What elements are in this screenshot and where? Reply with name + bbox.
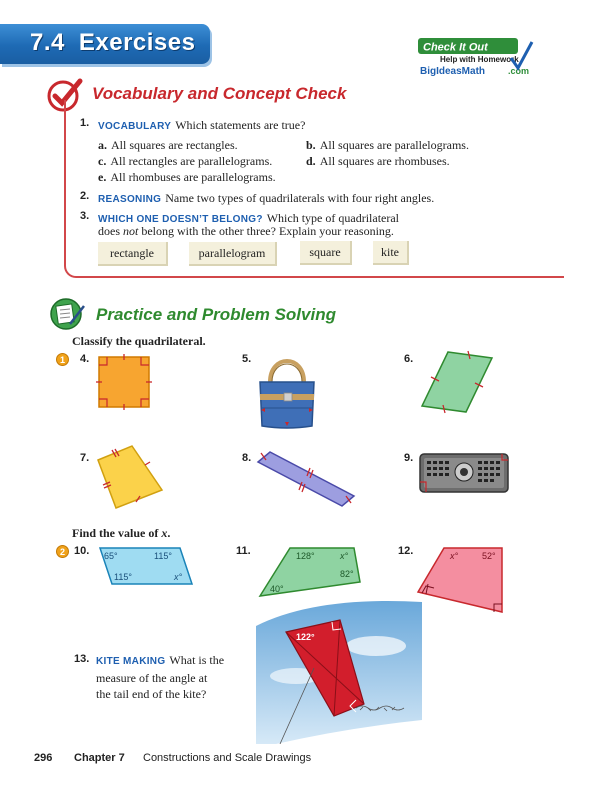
page-number: 296 <box>34 752 53 764</box>
problem-12-number: 12. <box>398 545 414 557</box>
q1-text: Which statements are true? <box>175 118 306 132</box>
p13-angle: 122° <box>296 632 315 642</box>
vocab-title: Vocabulary and Concept Check <box>92 84 347 103</box>
problem-6-rhombus-figure <box>418 350 498 421</box>
q1-option-a: a. All squares are rectangles. <box>98 138 238 152</box>
logo-line4: .com <box>508 66 530 76</box>
p12-angle-x: x° <box>450 551 459 561</box>
q2-prompt <box>98 189 434 207</box>
instruction-classify: Classify the quadrilateral. <box>72 334 206 348</box>
logo-line1: Check It Out <box>423 41 488 54</box>
notebook-icon <box>48 298 90 335</box>
problem-13-text: KITE MAKING What is the measure of the angle at the tail end of the kite? <box>96 653 225 701</box>
q1-option-c: c. All rectangles are parallelograms. <box>98 154 273 168</box>
q2-keyword: REASONING <box>98 194 162 205</box>
q1-option-e: e. All rhombuses are parallelograms. <box>98 170 276 184</box>
problem-13-kite-figure <box>256 596 422 749</box>
problem-4-number: 4. <box>80 353 90 365</box>
problem-8-number: 8. <box>242 452 252 464</box>
q1-option-b: b. All squares are parallelograms. <box>306 138 469 152</box>
practice-title: Practice and Problem Solving <box>96 305 336 324</box>
check-it-out-logo[interactable] <box>418 38 536 80</box>
word-rectangle: rectangle <box>98 242 168 266</box>
p11-angle-x: x° <box>340 551 349 561</box>
instruction-find-x: Find the value of x. <box>72 526 171 540</box>
example-badge-2: 2 <box>56 545 69 558</box>
p11-angle-c: 82° <box>340 569 354 579</box>
logo-line3: BigIdeasMath <box>420 66 486 77</box>
chapter-title: Constructions and Scale Drawings <box>143 752 312 764</box>
q3-number: 3. <box>80 210 90 222</box>
p11-angle-a: 128° <box>296 551 315 561</box>
problem-5-number: 5. <box>242 353 252 365</box>
q1-option-d: d. All squares are rhombuses. <box>306 154 450 168</box>
problem-9-number: 9. <box>404 452 414 464</box>
p10-angle-x: x° <box>174 572 183 582</box>
p10-angle-c: 115° <box>114 572 132 582</box>
example-badge-1: 1 <box>56 353 69 366</box>
word-square: square <box>300 241 352 265</box>
problem-10-parallelogram-figure <box>94 544 198 593</box>
problem-7-kite-figure <box>92 442 172 519</box>
problem-9-remote-figure <box>418 452 510 499</box>
problem-12-trapezoid-figure <box>414 544 508 623</box>
q1-keyword: VOCABULARY <box>98 121 172 132</box>
p10-angle-b: 115° <box>154 551 172 561</box>
q1-prompt <box>98 116 305 134</box>
chapter-label: Chapter 7 <box>74 752 125 764</box>
word-parallelogram: parallelogram <box>189 242 277 266</box>
section-title: Exercises <box>78 29 196 56</box>
problem-11-number: 11. <box>236 545 251 557</box>
section-heading <box>30 29 195 57</box>
problem-8-parallelogram-figure <box>254 448 358 517</box>
p10-angle-a: 65° <box>104 551 118 561</box>
q2-number: 2. <box>80 190 90 202</box>
word-kite: kite <box>373 241 409 265</box>
problem-13-number: 13. <box>74 653 90 665</box>
problem-7-number: 7. <box>80 452 90 464</box>
problem-10-number: 10. <box>74 545 90 557</box>
q3-keyword: WHICH ONE DOESN’T BELONG? <box>98 214 263 225</box>
logo-line2: Help with Homework <box>440 55 519 64</box>
problem-6-number: 6. <box>404 353 414 365</box>
p12-angle-b: 52° <box>482 551 496 561</box>
p11-angle-d: 40° <box>270 584 284 594</box>
section-number: 7.4 <box>30 29 65 56</box>
p13-keyword: KITE MAKING <box>96 656 166 667</box>
q2-text: Name two types of quadrilaterals with four right angles. <box>165 191 435 205</box>
q3-prompt-line2: does not belong with the other three? Explain your reasoning. <box>98 224 394 238</box>
problem-5-handbag-figure <box>252 350 322 437</box>
q3-text1: Which type of quadrilateral <box>266 211 400 225</box>
problem-4-square-figure <box>96 354 156 415</box>
q1-number: 1. <box>80 117 90 129</box>
